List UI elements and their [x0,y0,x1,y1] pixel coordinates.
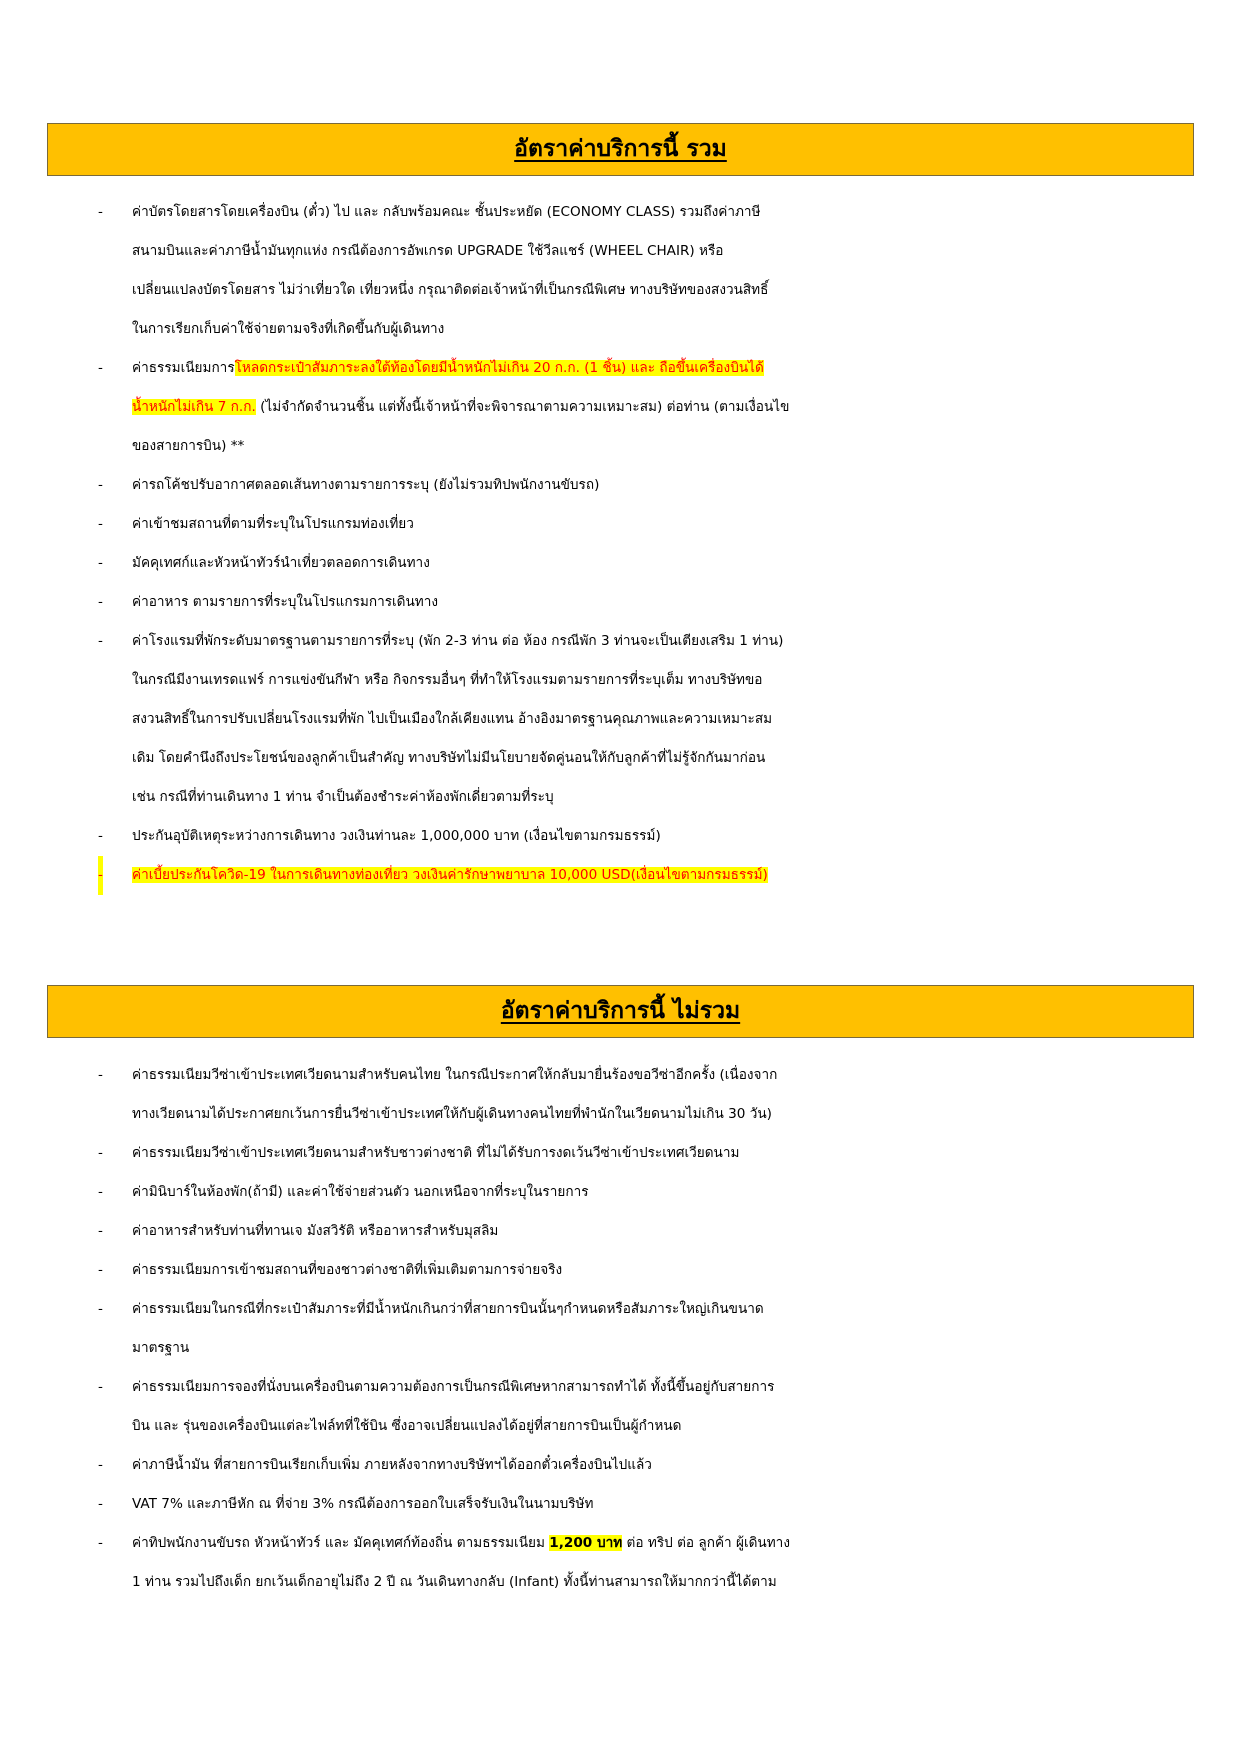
list-item: - ค่าธรรมเนียมวีซ่าเข้าประเทศเวียดนามสำหรับชาวต่างชาติ ที่ไม่ได้รับการงดเว้นวีซ่าเข้าประเทศเวียดนาม [98,1145,740,1161]
excluded-title: อัตราค่าบริการนี้ ไม่รวม [500,998,741,1024]
list-item-cont: น้ำหนักไม่เกิน 7 ก.ก. (ไม่จำกัดจำนวนชิ้น แต่ทั้งนี้เจ้าหน้าที่จะพิจารณาตามความเหมาะสม) ต่อท่าน (ตามเงื่อนไข [132,399,790,415]
list-item-covid: - ค่าเบี้ยประกันโควิด-19 ในการเดินทางท่องเที่ยว วงเงินค่ารักษาพยาบาล 10,000 USD(เงื่อนไขตามกรมธรรม์) [0,856,1241,895]
list-item: - ประกันอุบัติเหตุระหว่างการเดินทาง วงเงินท่านละ 1,000,000 บาท (เงื่อนไขตามกรมธรรม์) [98,828,661,844]
list-item-cont: ของสายการบิน) ** [132,438,245,454]
list-item-cont: ทางเวียดนามได้ประกาศยกเว้นการยื่นวีซ่าเข้าประเทศให้กับผู้เดินทางคนไทยที่พำนักในเวียดนามไม่เกิน 30 วัน) [132,1106,772,1122]
list-item-cont: เช่น กรณีที่ท่านเดินทาง 1 ท่าน จำเป็นต้องชำระค่าห้องพักเดี่ยวตามที่ระบุ [132,789,554,805]
highlight-tip-amount: 1,200 บาท [549,1535,623,1551]
list-item-cont: สนามบินและค่าภาษีน้ำมันทุกแห่ง กรณีต้องการอัพเกรด UPGRADE ใช้วีลแชร์ (WHEEL CHAIR) หรือ [132,243,724,259]
list-item: - ค่าธรรมเนียมการเข้าชมสถานที่ของชาวต่างชาติที่เพิ่มเติมตามการจ่ายจริง [98,1262,563,1278]
excluded-section-header [47,985,1194,1038]
list-item: - มัคคุเทศก์และหัวหน้าทัวร์นำเที่ยวตลอดการเดินทาง [98,555,430,571]
list-item: - ค่าธรรมเนียมในกรณีที่กระเป๋าสัมภาระที่มีน้ำหนักเกินกว่าที่สายการบินนั้นๆกำหนดหรือสัมภาระใหญ่เกินขนาด [98,1301,764,1317]
highlight-baggage-carry: ถือขึ้นเครื่องบินได้ [659,360,764,376]
list-item: - ค่าบัตรโดยสารโดยเครื่องบิน (ตั๋ว) ไป และ กลับพร้อมคณะ ชั้นประหยัด (ECONOMY CLASS) รวมถึงค่าภาษี [98,204,761,220]
highlight-baggage-weight: น้ำหนักไม่เกิน 7 ก.ก. [132,399,256,415]
list-item: - ค่าโรงแรมที่พักระดับมาตรฐานตามรายการที่ระบุ (พัก 2-3 ท่าน ต่อ ห้อง กรณีพัก 3 ท่านจะเป็นเตียงเสริม 1 ท่าน) [98,633,784,649]
list-item-cont: เปลี่ยนแปลงบัตรโดยสาร ไม่ว่าเที่ยวใด เที่ยวหนึ่ง กรุณาติดต่อเจ้าหน้าที่เป็นกรณีพิเศษ ทางบริษัทของสงวนสิทธิ์ [132,282,769,298]
excluded-list [0,1056,1241,1602]
list-item: - VAT 7% และภาษีหัก ณ ที่จ่าย 3% กรณีต้องการออกใบเสร็จรับเงินในนามบริษัท [98,1496,594,1512]
included-section-header [47,123,1194,176]
highlight-covid-insurance: ค่าเบี้ยประกันโควิด-19 ในการเดินทางท่องเที่ยว วงเงินค่ารักษาพยาบาล 10,000 USD(เงื่อนไขตามกรมธรรม์) [132,867,768,883]
list-item-cont: มาตรฐาน [132,1340,190,1356]
included-list [0,193,1241,895]
list-item: - ค่าธรรมเนียมการจองที่นั่งบนเครื่องบินตามความต้องการเป็นกรณีพิเศษหากสามารถทำได้ ทั้งนี้ขึ้นอยู่กับสายการ [98,1379,775,1395]
list-item-cont: สงวนสิทธิ์ในการปรับเปลี่ยนโรงแรมที่พัก ไปเป็นเมืองใกล้เคียงแทน อ้างอิงมาตรฐานคุณภาพและความเหมาะสม [132,711,773,727]
list-item-cont: เดิม โดยคำนึงถึงประโยชน์ของลูกค้าเป็นสำคัญ ทางบริษัทไม่มีนโยบายจัดคู่นอนให้กับลูกค้าที่ไม่รู้จักกันมาก่อน [132,750,766,766]
highlight-baggage-hold: โหลดกระเป๋าสัมภาระลงใต้ท้องโดยมีน้ำหนักไม่เกิน 20 ก.ก. (1 ชิ้น) [234,360,627,376]
list-item-cont: 1 ท่าน รวมไปถึงเด็ก ยกเว้นเด็กอายุไม่ถึง 2 ปี ณ วันเดินทางกลับ (Infant) ทั้งนี้ท่านสามารถให้มากกว่านี้ได้ตาม [132,1574,777,1590]
list-item: - ค่าอาหาร ตามรายการที่ระบุในโปรแกรมการเดินทาง [98,594,438,610]
list-item-baggage: - ค่าธรรมเนียมการโหลดกระเป๋าสัมภาระลงใต้ท้องโดยมีน้ำหนักไม่เกิน 20 ก.ก. (1 ชิ้น) และ ถือขึ้นเครื่องบินได้ [98,360,764,376]
list-item-cont: ในการเรียกเก็บค่าใช้จ่ายตามจริงที่เกิดขึ้นกับผู้เดินทาง [132,321,445,337]
list-item: - ค่าอาหารสำหรับท่านที่ทานเจ มังสวิรัติ หรืออาหารสำหรับมุสลิม [98,1223,499,1239]
list-item: - ค่ามินิบาร์ในห้องพัก(ถ้ามี) และค่าใช้จ่ายส่วนตัว นอกเหนือจากที่ระบุในรายการ [98,1184,589,1200]
list-item-cont: ในกรณีมีงานเทรดแฟร์ การแข่งขันกีฬา หรือ กิจกรรมอื่นๆ ที่ทำให้โรงแรมตามรายการที่ระบุเต็ม ทางบริษัทขอ [132,672,763,688]
list-item: - ค่าธรรมเนียมวีซ่าเข้าประเทศเวียดนามสำหรับคนไทย ในกรณีประกาศให้กลับมายื่นร้องขอวีซ่าอีกครั้ง (เนื่องจาก [98,1067,778,1083]
list-item: - ค่าเข้าชมสถานที่ตามที่ระบุในโปรแกรมท่องเที่ยว [98,516,414,532]
included-title: อัตราค่าบริการนี้ รวม [514,136,727,162]
list-item: - ค่าภาษีน้ำมัน ที่สายการบินเรียกเก็บเพิ่ม ภายหลังจากทางบริษัทฯได้ออกตั๋วเครื่องบินไปแล้ว [98,1457,652,1473]
list-item-tip: - ค่าทิปพนักงานขับรถ หัวหน้าทัวร์ และ มัคคุเทศก์ท้องถิ่น ตามธรรมเนียม 1,200 บาท ต่อ ทริป ต่อ ลูกค้า ผู้เดินทาง [98,1535,790,1551]
list-item-cont: บิน และ รุ่นของเครื่องบินแต่ละไฟล์ทที่ใช้บิน ซึ่งอาจเปลี่ยนแปลงได้อยู่ที่สายการบินเป็นผู้กำหนด [132,1418,682,1434]
list-item: - ค่ารถโค้ชปรับอากาศตลอดเส้นทางตามรายการระบุ (ยังไม่รวมทิปพนักงานขับรถ) [98,477,600,493]
